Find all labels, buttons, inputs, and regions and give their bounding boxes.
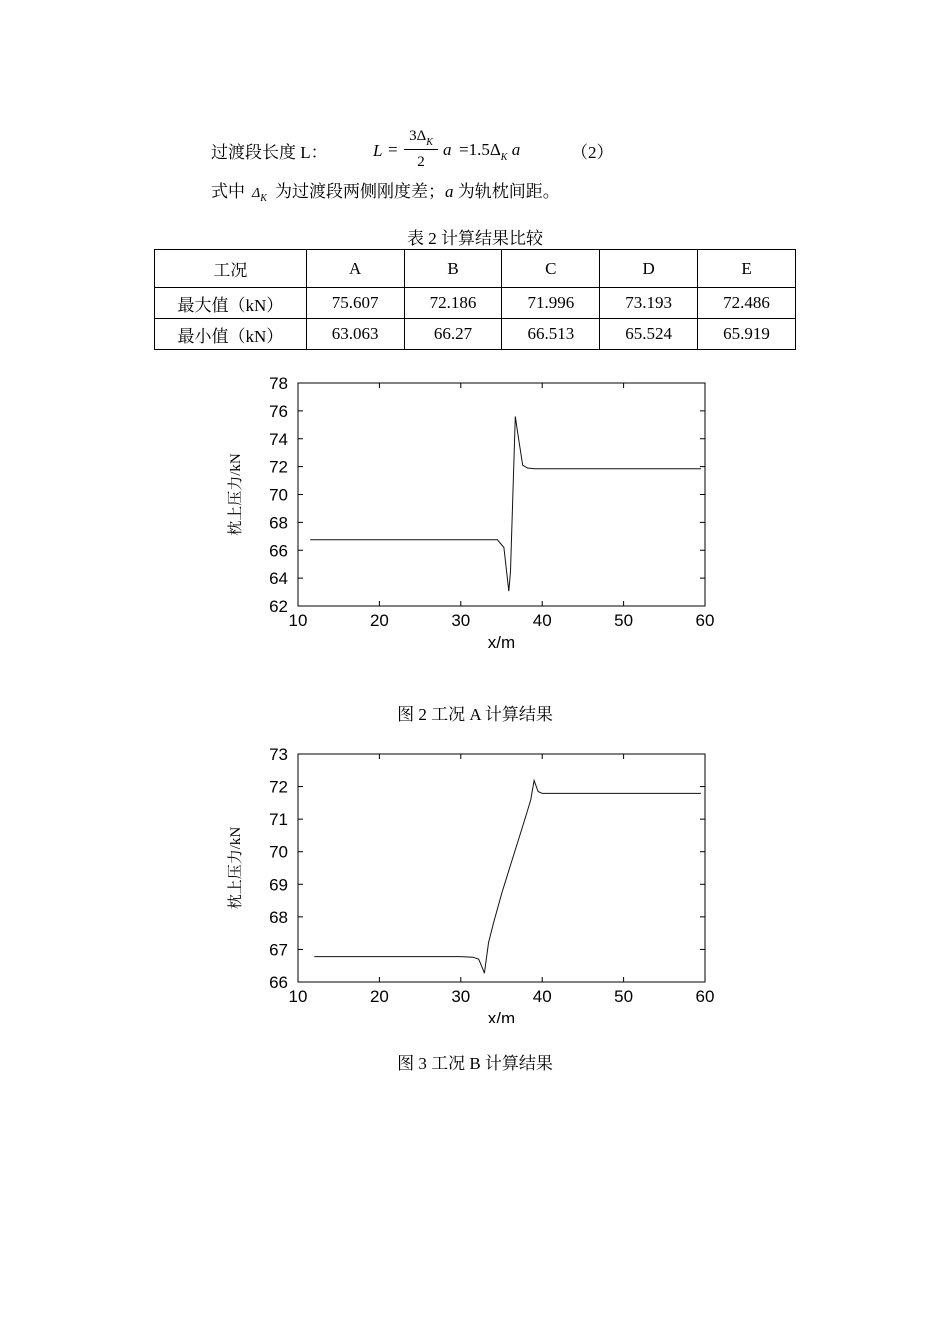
- y-tick-label: 72: [269, 777, 288, 797]
- x-tick-label: 10: [288, 987, 308, 1006]
- y-tick-label: 68: [269, 513, 288, 533]
- y-tick-label: 76: [269, 401, 288, 421]
- table-header-cell: C: [502, 250, 600, 288]
- chart-figure-2: [220, 372, 730, 662]
- y-tick-label: 70: [269, 485, 288, 505]
- table-cell: 75.607: [306, 288, 404, 319]
- table-caption: 表 2 计算结果比较: [407, 229, 543, 248]
- table-header-cell: D: [600, 250, 698, 288]
- equation-number: （2）: [571, 143, 614, 162]
- x-tick-label: 20: [369, 611, 389, 630]
- formula-rhs: $=1.5\Delta_K$ a: [459, 140, 521, 163]
- table-header-row: [155, 250, 796, 288]
- formula-a: a: [443, 140, 452, 159]
- description-text: 为过渡段两侧刚度差；a 为轨枕间距。: [275, 182, 560, 201]
- plot-frame: [298, 754, 705, 982]
- fraction-bar: [404, 149, 438, 150]
- x-axis-label: x/m: [487, 633, 516, 652]
- table-header-cell: B: [404, 250, 502, 288]
- description-a-symbol: a: [445, 182, 454, 201]
- table-cell: 71.996: [502, 288, 600, 319]
- table-cell: 63.063: [306, 319, 404, 350]
- figure-2-caption: 图 2 工况 A 计算结果: [397, 705, 553, 724]
- table-cell: 最大值（kN）: [155, 288, 307, 319]
- y-tick-label: 62: [269, 597, 288, 616]
- y-tick-label: 72: [269, 457, 288, 477]
- series-line: [310, 417, 701, 592]
- y-axis-label: 枕上压力/kN: [228, 826, 244, 910]
- x-tick-label: 30: [451, 987, 471, 1006]
- x-tick-label: 40: [532, 987, 552, 1006]
- x-tick-label: 50: [614, 611, 634, 630]
- x-tick-label: 10: [288, 611, 308, 630]
- y-tick-label: 68: [269, 907, 288, 927]
- x-axis-label: x/m: [487, 1009, 516, 1023]
- y-tick-label: 73: [269, 745, 288, 764]
- y-tick-label: 71: [269, 810, 288, 830]
- x-tick-label: 20: [369, 987, 389, 1006]
- y-tick-label: 66: [269, 973, 288, 992]
- formula-equals: =: [388, 140, 398, 159]
- figure-3-caption: 图 3 工况 B 计算结果: [397, 1054, 553, 1073]
- x-tick-label: 60: [695, 987, 715, 1006]
- results-table: [154, 249, 796, 350]
- y-tick-label: 74: [269, 429, 288, 449]
- formula-numerator-sub: K: [426, 137, 433, 148]
- formula-fraction: [404, 127, 438, 171]
- table-cell: 72.186: [404, 288, 502, 319]
- table-cell: 最小值（kN）: [155, 319, 307, 350]
- description-symbol-sub: K: [260, 193, 267, 204]
- formula-label: 过渡段长度 L：: [211, 143, 328, 162]
- table-header-cell: E: [698, 250, 796, 288]
- x-tick-label: 40: [532, 611, 552, 630]
- formula-numerator: $3\Delta_K$: [409, 128, 433, 148]
- y-axis-label: 枕上压力/kN: [228, 453, 244, 536]
- formula-description: [211, 176, 731, 206]
- x-tick-label: 50: [614, 987, 634, 1006]
- chart-figure-3: [220, 743, 730, 1023]
- formula-lhs: L: [373, 141, 383, 160]
- plot-frame: [298, 383, 705, 606]
- y-tick-label: 67: [269, 940, 288, 960]
- table-row: [155, 319, 796, 350]
- formula-line: [211, 127, 631, 175]
- y-tick-label: 70: [269, 842, 288, 862]
- description-symbol: $\Delta_K$: [252, 186, 267, 204]
- y-tick-label: 66: [269, 541, 288, 561]
- table-cell: 66.513: [502, 319, 600, 350]
- table-row: [155, 288, 796, 319]
- formula-math: [373, 127, 543, 175]
- y-tick-label: 69: [269, 875, 288, 895]
- table-header-cell: A: [306, 250, 404, 288]
- y-tick-label: 78: [269, 374, 288, 393]
- formula-denominator: 2: [417, 154, 425, 170]
- y-tick-label: 64: [269, 569, 288, 589]
- description-prefix: 式中: [211, 182, 245, 201]
- table-cell: 66.27: [404, 319, 502, 350]
- table-cell: 65.919: [698, 319, 796, 350]
- x-tick-label: 60: [695, 611, 715, 630]
- formula-rhs-a: a: [511, 140, 521, 159]
- table-cell: 73.193: [600, 288, 698, 319]
- series-line: [314, 780, 701, 973]
- x-tick-label: 30: [451, 611, 471, 630]
- table-cell: 65.524: [600, 319, 698, 350]
- table-cell: 72.486: [698, 288, 796, 319]
- formula-rhs-sub: K: [500, 152, 508, 163]
- table-header-cell: 工况: [155, 250, 307, 288]
